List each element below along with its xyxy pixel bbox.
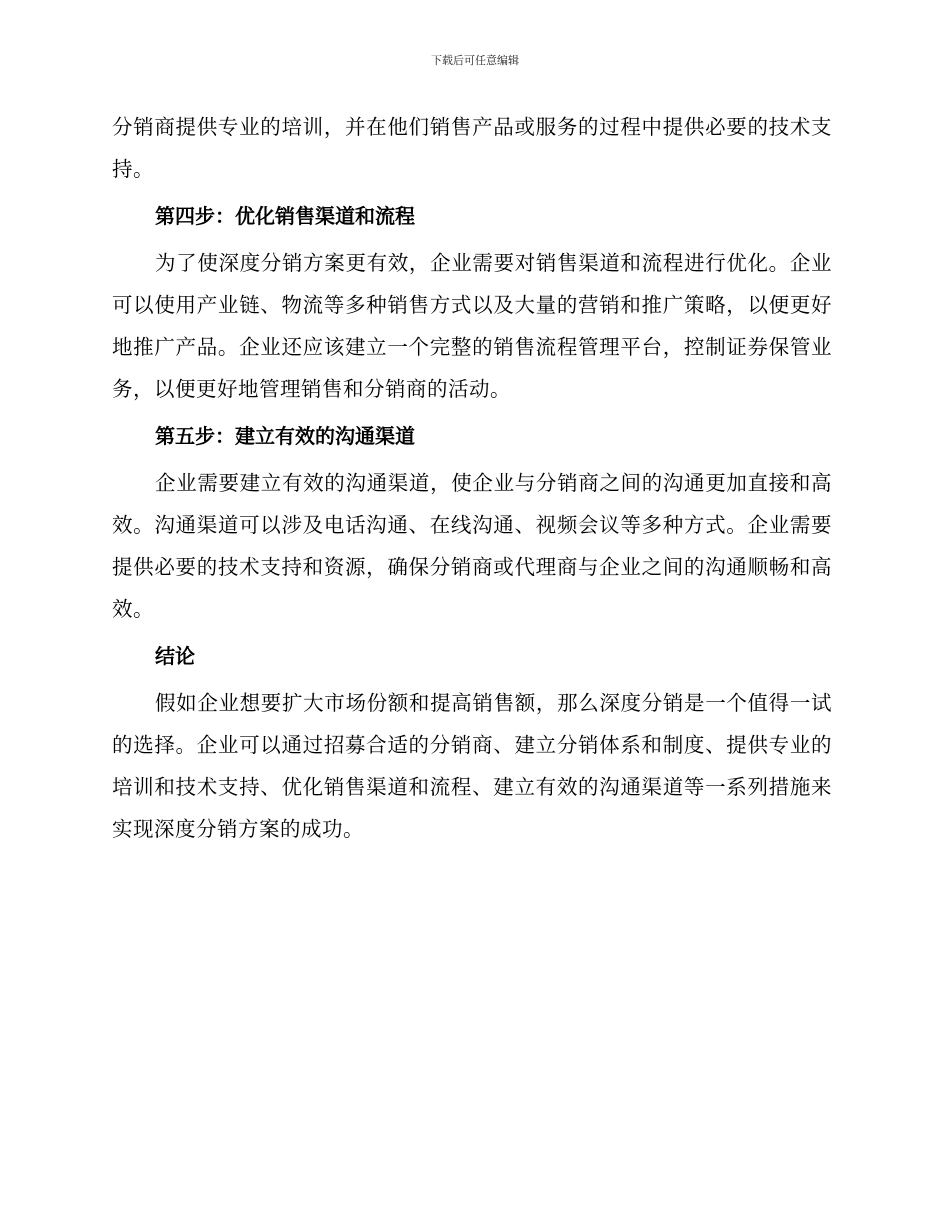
page-header: 下载后可任意编辑 — [431, 54, 519, 67]
section-heading-conclusion: 结论 — [155, 644, 195, 668]
paragraph-conclusion: 假如企业想要扩大市场份额和提高销售额，那么深度分销是一个值得一试的选择。企业可以通过招募合适的分销商、建立分销体系和制度、提供专业的培训和技术支持、优化销售渠道和流程、建立有效的沟通渠道等一系列措施来实现深度分销方案的成功。 — [112, 691, 832, 841]
paragraph-step-five: 企业需要建立有效的沟通渠道，使企业与分销商之间的沟通更加直接和高效。沟通渠道可以涉及电话沟通、在线沟通、视频会议等多种方式。企业需要提供必要的技术支持和资源，确保分销商或代理商与企业之间的沟通顺畅和高效。 — [112, 471, 832, 621]
section-heading-step-four: 第四步：优化销售渠道和流程 — [155, 204, 415, 228]
paragraph-step-four: 为了使深度分销方案更有效，企业需要对销售渠道和流程进行优化。企业可以使用产业链、物流等多种销售方式以及大量的营销和推广策略，以便更好地推广产品。企业还应该建立一个完整的销售流程管理平台，控制证券保管业务，以便更好地管理销售和分销商的活动。 — [112, 251, 832, 401]
paragraph-intro-continuation: 分销商提供专业的培训，并在他们销售产品或服务的过程中提供必要的技术支持。 — [112, 115, 832, 181]
section-heading-step-five: 第五步：建立有效的沟通渠道 — [155, 424, 415, 448]
document-body — [112, 106, 832, 850]
